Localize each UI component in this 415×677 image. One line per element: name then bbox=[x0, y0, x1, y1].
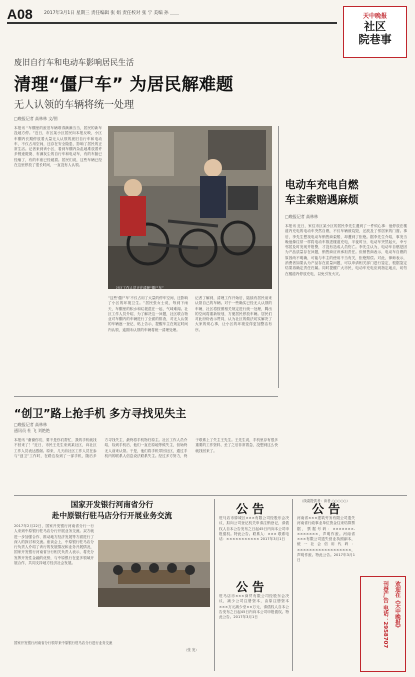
second-byline: □晚报记者 高林林 通讯员 杜 飞 刘艳艳 bbox=[14, 422, 50, 433]
main-photo bbox=[108, 126, 272, 289]
brand-title: 天中晚报 bbox=[362, 13, 387, 20]
ad-line-1: 欢迎在《天中晚报》 bbox=[394, 581, 400, 631]
ad-line-2: 刊登广告 电话：2958707 bbox=[382, 581, 388, 649]
main-photo-caption: 社区工作人员正在清理“僵尸车” bbox=[116, 286, 164, 290]
main-headline: 清理“僵尸车” 为居民解难题 bbox=[14, 75, 234, 95]
notice-3-text: 河南省×××建筑劳务有限公司遗失河南省行政事业单位资金往来结算票据，票据号码：×××××××-×××××××，声明作废。河南省×××有限公司遗失营业执照副本，统一社会信用代码：××××××××××××××××××，声明作废。特此公告。2017年3月1日 bbox=[297, 516, 355, 563]
section-brand-box bbox=[343, 6, 407, 58]
ad-box bbox=[360, 576, 406, 672]
side-story-tail: （线索提供者：读者 ○○○○○） bbox=[300, 499, 350, 503]
main-byline: □晚报记者 高林林 文/图 bbox=[14, 116, 58, 121]
bank-headline-2: 赴中原银行驻马店分行开展业务交流 bbox=[52, 511, 172, 520]
notice-3-title: 公 告 bbox=[312, 502, 341, 516]
brand-line-1: 社区 bbox=[364, 20, 386, 33]
notice-2-text: 驻马店市×××商贸有限公司经股东会决议，减少公司注册资本，由原注册资本×××万元减少至××万元，请债权人自本公告发布之日起45日内向本公司申报债权。特此公告。2017年3月1日 bbox=[219, 594, 289, 620]
section-divider bbox=[14, 396, 278, 397]
second-headline: “创卫”路上抢手机 多方寻找见失主 bbox=[14, 407, 187, 420]
side-headline-line-2: 车主索赔遇麻烦 bbox=[285, 194, 359, 206]
main-column-2: “这些‘僵尸车’不仅占用了大量的停车空间，还影响了小区的环境卫生。”居民张女士说，每到下雨天，车棚里的积水和垃圾混在一起，气味难闻。社区工作人员介绍，为了解决这一问题，社区联合物业对车棚内的车辆进行了全面的排查，对无人认领的车辆逐一登记、贴上告示，提醒车主在规定时间内认领，逾期未认领的车辆将统一清理处理。 bbox=[108, 296, 188, 332]
edition-line: 2017年3月1日 星期三 责任编辑 张 娟 责任校对 张 宁 美编 孙 ＿＿ bbox=[44, 11, 179, 16]
header-rule bbox=[7, 22, 337, 24]
notice-divider-2 bbox=[292, 499, 293, 671]
side-byline: □晚报记者 高林林 bbox=[285, 214, 319, 219]
bank-headline-1: 国家开发银行河南省分行 bbox=[70, 500, 154, 509]
main-column-3: 记者了解到，清理工作开始后，陆续有居民前来认领自己的车辆。对于一些确实已经无人认领的车辆，社区将按照相关规定进行统一处理，腾出的空间将重新规划，方便居民停放车辆。居民们对此纷纷表示赞同，认为社区的做法切实解决了大家的烦心事，让小区的环境变得更加整洁有序。 bbox=[195, 296, 272, 332]
bank-photo-caption: 国家开发银行河南省分行领导来中原银行驻马店分行进行业务交流 bbox=[14, 641, 113, 645]
notice-1-text: 驻马店市驿城区×××有限公司经股东会决议，拟向公司登记机关申请注销登记，请债权人自本公告发布之日起45日内向本公司申报债权。特此公告。联系人：××× 联系电话：××××××××××× 2017年3月1日 bbox=[219, 516, 289, 542]
page-header bbox=[0, 0, 415, 58]
notice-2-title: 公 告 bbox=[236, 580, 265, 594]
side-headline bbox=[285, 178, 359, 208]
bank-photo bbox=[98, 540, 210, 607]
main-kicker: 废旧自行车和电动车影响居民生活 bbox=[14, 58, 134, 67]
bottom-divider bbox=[14, 495, 407, 496]
second-story-text: 本报讯 “谢谢你们，要不是你们帮忙，我的手机就找不回来了！”近日，市民王先生来到某社区，向社区工作人员表达感谢。原来，几天前社区工作人员在参与“创卫”工作时，在路边捡到了一部手机，随后多方寻找失主，最终将手机物归原主。社区工作人员介绍，捡到手机后，他们一直在原地等候失主，但始终无人前来认领。于是，他们将手机带回社区，通过手机内的联系人信息设法联系失主。经过多方努力，终于联系上了失主王先生。王先生说，手机里存有很多重要的工作资料，丢了之后非常着急，没想到这么快就找回来了。 bbox=[14, 438, 278, 458]
main-subhead: 无人认领的车辆将统一处理 bbox=[14, 100, 134, 111]
main-column-1: 本报讯 “车棚里的废旧车辆堆得满满当当，居民的新车没地方停。”近日，市区某小区居民向本报反映，小区车棚内长期停放着大量无人认领的废旧自行车和电动车，不仅占用空间，还存在安全隐患，影响了居民的正常生活。记者来到该小区，看到车棚内杂乱地堆放着许多锈迹斑斑、布满灰尘的自行车和电动车，有的车胎已经瘪了，有的车座已经破损。居民们说，这些车辆已经在这里停放了很长时间，一直没有人认领。 bbox=[14, 126, 102, 168]
bank-story-text: 2017年2月22日，国家开发银行河南省分行一行人来到中原银行驻马店分行开展业务交流。双方就进一步加强合作、推动地方经济发展等方面进行了深入的探讨和交流。座谈会上，中原银行驻马店分行负责人介绍了该行的发展情况和业务开展情况，国家开发银行河南省分行相关负责人表示，将充分发挥开发性金融的优势，与中原银行在更多领域开展合作，共同支持地方经济社会发展。 bbox=[14, 524, 94, 566]
side-headline-line-1: 电动车充电自燃 bbox=[285, 179, 359, 191]
bank-credit: （张 发） bbox=[184, 648, 199, 652]
page-number: A08 bbox=[7, 6, 33, 22]
notice-1-title: 公 告 bbox=[236, 502, 265, 516]
brand-line-2: 院巷事 bbox=[358, 33, 392, 46]
column-divider bbox=[278, 126, 279, 388]
notice-divider-1 bbox=[214, 499, 215, 671]
side-story-text: 本报讯 近日，家住市区某小区的居民李先生遇到了一件烦心事：他停放在楼道内充电的电动车突然自燃，不仅车辆被烧毁，还波及了邻居家的门窗。事后，李先生想找电动车销售商索赔，却遭到了拒绝。据李先生介绍，事发当晚他像往常一样将电动车推进楼道充电，半夜时分，电动车突然起火，幸亏邻居及时发现并报警，才没有造成人员伤亡。李先生认为，电动车自燃是因为产品质量存在问题，销售商应该承担责任。但销售商表示，电动车自燃的原因尚不明确，可能与车主的使用不当有关，拒绝赔偿。对此，律师表示，消费者如果认为产品存在质量问题，可以申请相关部门进行鉴定，根据鉴定结果再确定责任归属。同时提醒广大市民，电动车充电应到指定地点，切勿在楼道内停放充电，以免引发火灾。 bbox=[285, 224, 407, 276]
bank-story-text-2 bbox=[98, 610, 210, 638]
